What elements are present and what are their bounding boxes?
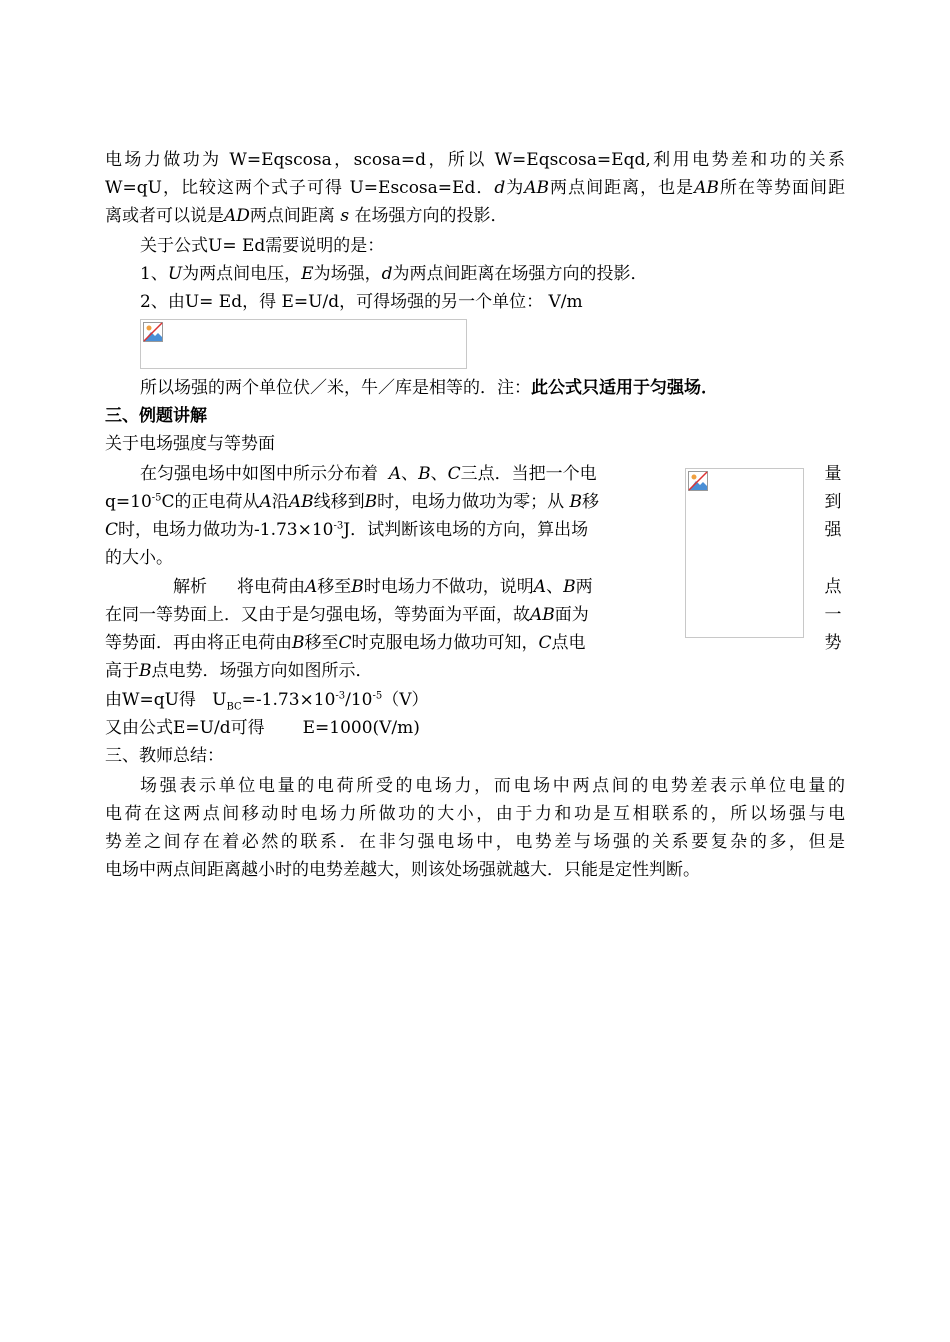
var-e: E	[301, 264, 314, 284]
analysis-line-1	[105, 573, 670, 601]
calc-line-1	[105, 686, 845, 714]
var-b: B	[563, 577, 576, 597]
analysis-line-4	[105, 657, 670, 685]
formula-image	[140, 319, 467, 369]
conclusion-line	[140, 374, 845, 402]
text: 三点．当把一个电	[460, 464, 597, 484]
text: 为场强，	[313, 264, 382, 284]
text: /10	[345, 690, 373, 710]
text: 离或者可以说是	[105, 206, 224, 226]
calc-line-2	[105, 714, 845, 742]
superscript: -3	[335, 690, 346, 702]
var-a: A	[533, 577, 547, 597]
summary-line-2: 电荷在这两点间移动时电场力所做功的大小，由于力和功是互相联系的，所以场强与电	[105, 804, 845, 824]
text: 由W=qU得	[105, 690, 196, 710]
text: 为	[505, 178, 525, 198]
text: U	[212, 690, 227, 710]
text: 面为	[554, 605, 589, 625]
overflow-char: 点	[824, 577, 842, 597]
var-b: B	[364, 492, 378, 512]
text: 在场强方向的投影．	[354, 206, 508, 226]
formula-note-item-2: 2、由U= Ed，得 E=U/d，可得场强的另一个单位： V/m	[140, 292, 583, 312]
subscript: BC	[226, 701, 242, 713]
analysis-line-3	[105, 629, 670, 657]
text: 移至	[317, 577, 352, 597]
text: 点电势．场强方向如图所示．	[151, 661, 373, 681]
text: 两点间距离，也是	[549, 178, 695, 198]
intro-line-3	[105, 202, 845, 230]
superscript: -3	[333, 520, 344, 532]
text: 、	[401, 464, 419, 484]
var-s: s	[340, 206, 350, 226]
superscript: -5	[151, 492, 162, 504]
superscript: -5	[372, 690, 383, 702]
broken-image-icon	[143, 322, 163, 342]
example-line-3	[105, 516, 670, 544]
text: 为两点间电压，	[182, 264, 302, 284]
text: （V）	[382, 690, 429, 710]
text: 时克服电场力做功可知，	[351, 633, 539, 653]
text: 在同一等势面上．又由于是匀强电场，等势面为平面，故	[105, 605, 530, 625]
text: 又由公式E=U/d可得	[105, 718, 265, 738]
overflow-char: 量	[824, 464, 842, 484]
text: 时电场力不做功，说明	[363, 577, 534, 597]
var-b: B	[292, 633, 305, 653]
var-d: d	[381, 264, 393, 284]
overflow-char: 势	[824, 633, 842, 653]
var-b: B	[351, 577, 364, 597]
var-b: B	[139, 661, 152, 681]
intro-line-2	[105, 174, 845, 202]
text: 沿	[271, 492, 289, 512]
example-line-1	[140, 460, 670, 488]
text: 线移到	[313, 492, 365, 512]
var-c: C	[538, 633, 552, 653]
overflow-char: 到	[824, 492, 842, 512]
text: 1、	[140, 264, 168, 284]
var-a: A	[259, 492, 272, 512]
var-u: U	[167, 264, 183, 284]
example-line-2	[105, 488, 670, 516]
var-a: A	[388, 464, 402, 484]
var-ad: AD	[224, 206, 250, 226]
var-b: B	[418, 464, 431, 484]
field-figure-image	[685, 468, 804, 638]
text: 两点间距离	[249, 206, 335, 226]
var-ab: AB	[524, 178, 550, 198]
text: 为两点间距离在场强方向的投影．	[392, 264, 648, 284]
broken-image-icon	[688, 471, 708, 491]
text: 所以场强的两个单位伏／米，牛／库是相等的．注：	[140, 378, 531, 398]
intro-line-1	[105, 146, 845, 174]
var-c: C	[105, 520, 119, 540]
section-subheading: 关于电场强度与等势面	[105, 434, 275, 454]
var-a: A	[305, 577, 318, 597]
text: 、	[546, 577, 564, 597]
formula-note-title: 关于公式U= Ed需要说明的是：	[140, 236, 385, 256]
example-line-4: 的大小。	[105, 548, 173, 568]
text: 点电	[551, 633, 586, 653]
text: =-1.73×10	[241, 690, 336, 710]
text: 所在等势面间距	[718, 178, 846, 198]
var-ab: AB	[288, 492, 314, 512]
text: 、	[430, 464, 448, 484]
text: 时，电场力做功为零；从	[377, 492, 565, 512]
overflow-char: 强	[824, 520, 842, 540]
var-c: C	[447, 464, 461, 484]
var-ab: AB	[694, 178, 719, 198]
formula-note-item-1	[140, 260, 845, 288]
text: 将电荷由	[237, 577, 305, 597]
text: C的正电荷从	[161, 492, 260, 512]
text: 高于	[105, 661, 139, 681]
analysis-line-2	[105, 601, 670, 629]
summary-line-3: 势差之间存在着必然的联系．在非匀强电场中，电势差与场强的关系要复杂的多，但是	[105, 832, 845, 852]
summary-line-4: 电场中两点间距离越小时的电势差越大，则该处场强就越大．只能是定性判断。	[105, 860, 700, 880]
overflow-char: 一	[824, 605, 842, 625]
text: 移	[582, 492, 599, 512]
text: 时，电场力做功为-1.73×10	[118, 520, 334, 540]
text: 在匀强电场中如图中所示分布着	[140, 464, 378, 484]
text: E=1000(V/m)	[302, 718, 420, 738]
var-d: d	[494, 178, 506, 198]
bold-note: 此公式只适用于匀强场．	[531, 378, 718, 398]
text: 移至	[304, 633, 339, 653]
var-b: B	[569, 492, 582, 512]
var-ab: AB	[530, 605, 555, 625]
text: 电场力做功为 W=Eqscosa，scosa=d，所以 W=Eqscosa=Eqd,利用电势差和功的关系	[105, 150, 845, 170]
text: J．试判断该电场的方向，算出场	[343, 520, 589, 540]
analysis-label: 解析	[173, 577, 207, 597]
summary-line-1: 场强表示单位电量的电荷所受的电场力，而电场中两点间的电势差表示单位电量的	[140, 776, 845, 796]
summary-heading: 三、教师总结：	[105, 746, 224, 766]
text: 两	[575, 577, 593, 597]
var-c: C	[338, 633, 352, 653]
text: q=10	[105, 492, 152, 512]
text: W=qU，比较这两个式子可得 U=Escosa=Ed．	[105, 178, 495, 198]
section-heading: 三、例题讲解	[105, 406, 207, 426]
text: 等势面．再由将正电荷由	[105, 633, 292, 653]
